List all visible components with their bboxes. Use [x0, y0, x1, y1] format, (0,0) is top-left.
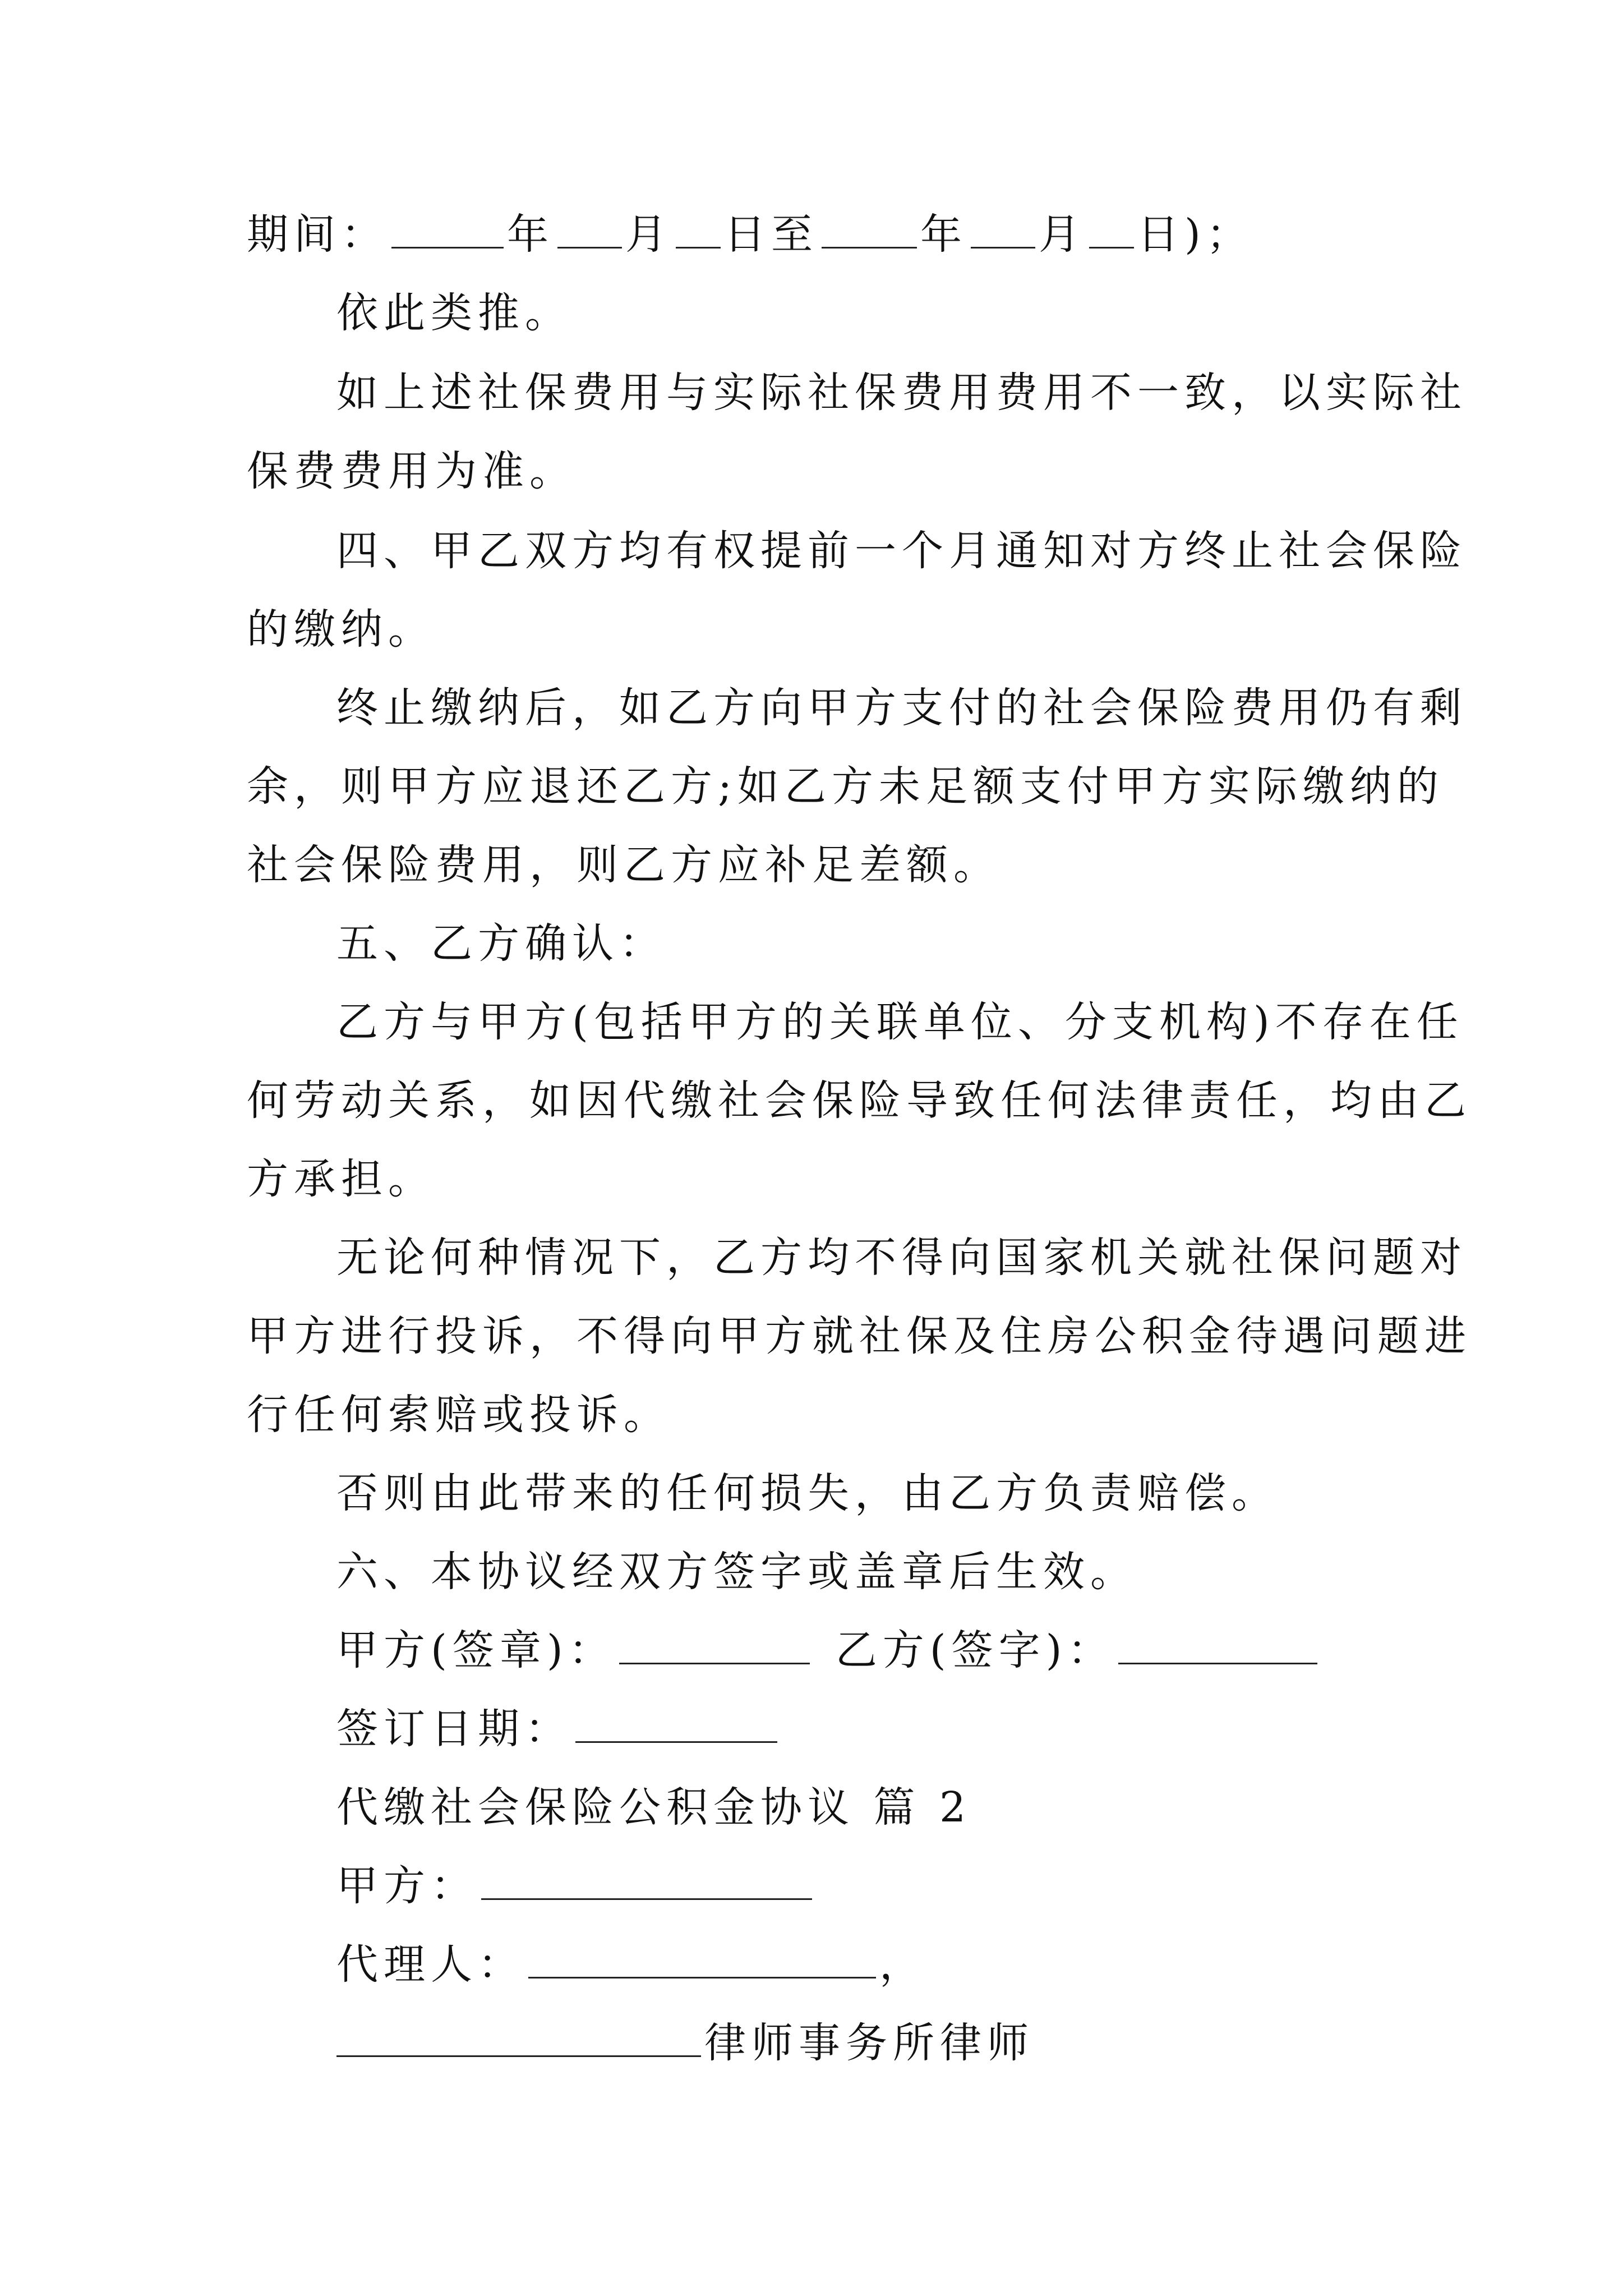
- section2-firm-line: [336, 2015, 1034, 2071]
- paragraph-line: 终止缴纳后，如乙方向甲方支付的社会保险费用仍有剩: [336, 684, 1467, 732]
- paragraph-line: 如上述社保费用与实际社保费用费用不一致，以实际社: [336, 369, 1467, 417]
- month-blank-end: [971, 206, 1035, 249]
- sign-date-blank: [575, 1701, 777, 1743]
- day-label-end: 日)；: [1137, 210, 1253, 259]
- paragraph-line: 社会保险费用，则乙方应补足差额。: [247, 841, 1000, 889]
- year-label-end: 年: [920, 210, 967, 259]
- period-label: 期间：: [247, 210, 388, 259]
- paragraph-line: 的缴纳。: [247, 605, 435, 654]
- sign-date-label: 签订日期：: [336, 1705, 572, 1753]
- paragraph-line: 依此类推。: [336, 289, 572, 337]
- section2-party-a-label: 甲方：: [336, 1862, 478, 1910]
- month-label-end: 月: [1039, 210, 1086, 259]
- section2-party-a-line: [336, 1858, 815, 1914]
- sign-date-line: [336, 1701, 781, 1757]
- section2-title: 代缴社会保险公积金协议 篇 2: [336, 1783, 972, 1832]
- year-blank-end: [822, 206, 917, 249]
- party-a-sign-blank: [619, 1622, 810, 1664]
- day-blank-end: [1089, 206, 1134, 249]
- year-label-start: 年: [507, 210, 554, 259]
- section2-agent-line: [336, 1936, 926, 1993]
- section2-firm-blank: [336, 2015, 701, 2057]
- paragraph-line: 六、本协议经双方签字或盖章后生效。: [336, 1548, 1137, 1596]
- month-label-start: 月: [625, 210, 672, 259]
- year-blank-start: [391, 206, 504, 249]
- paragraph-line: 甲方进行投诉，不得向甲方就社保及住房公积金待遇问题进: [247, 1312, 1472, 1360]
- party-b-sign-label: 乙方(签字)：: [835, 1626, 1115, 1674]
- paragraph-line: 四、甲乙双方均有权提前一个月通知对方终止社会保险: [336, 527, 1467, 575]
- paragraph-line: 余，则甲方应退还乙方;如乙方未足额支付甲方实际缴纳的: [247, 762, 1444, 811]
- party-a-sign-label: 甲方(签章)：: [336, 1626, 616, 1674]
- paragraph-line: 何劳动关系，如因代缴社会保险导致任何法律责任，均由乙: [247, 1076, 1472, 1125]
- section2-agent-suffix: ，: [879, 1940, 926, 1989]
- paragraph-line: 保费费用为准。: [247, 447, 577, 495]
- day-to-label: 日至: [724, 210, 818, 259]
- day-blank-start: [676, 206, 721, 249]
- section2-firm-suffix: 律师事务所律师: [704, 2019, 1034, 2067]
- paragraph-line: 方承担。: [247, 1155, 435, 1203]
- month-blank-start: [557, 206, 622, 249]
- paragraph-line: 行任何索赔或投诉。: [247, 1391, 671, 1439]
- section2-agent-blank: [528, 1936, 876, 1978]
- period-line: [247, 206, 1253, 263]
- party-b-sign-blank: [1118, 1622, 1317, 1664]
- paragraph-line: 乙方与甲方(包括甲方的关联单位、分支机构)不存在任: [336, 998, 1464, 1046]
- section2-party-a-blank: [481, 1858, 812, 1900]
- signature-line: [336, 1622, 1321, 1678]
- section-heading: 五、乙方确认：: [336, 919, 666, 968]
- section2-agent-label: 代理人：: [336, 1940, 525, 1989]
- paragraph-line: 否则由此带来的任何损失，由乙方负责赔偿。: [336, 1469, 1279, 1517]
- paragraph-line: 无论何种情况下，乙方均不得向国家机关就社保问题对: [336, 1234, 1467, 1282]
